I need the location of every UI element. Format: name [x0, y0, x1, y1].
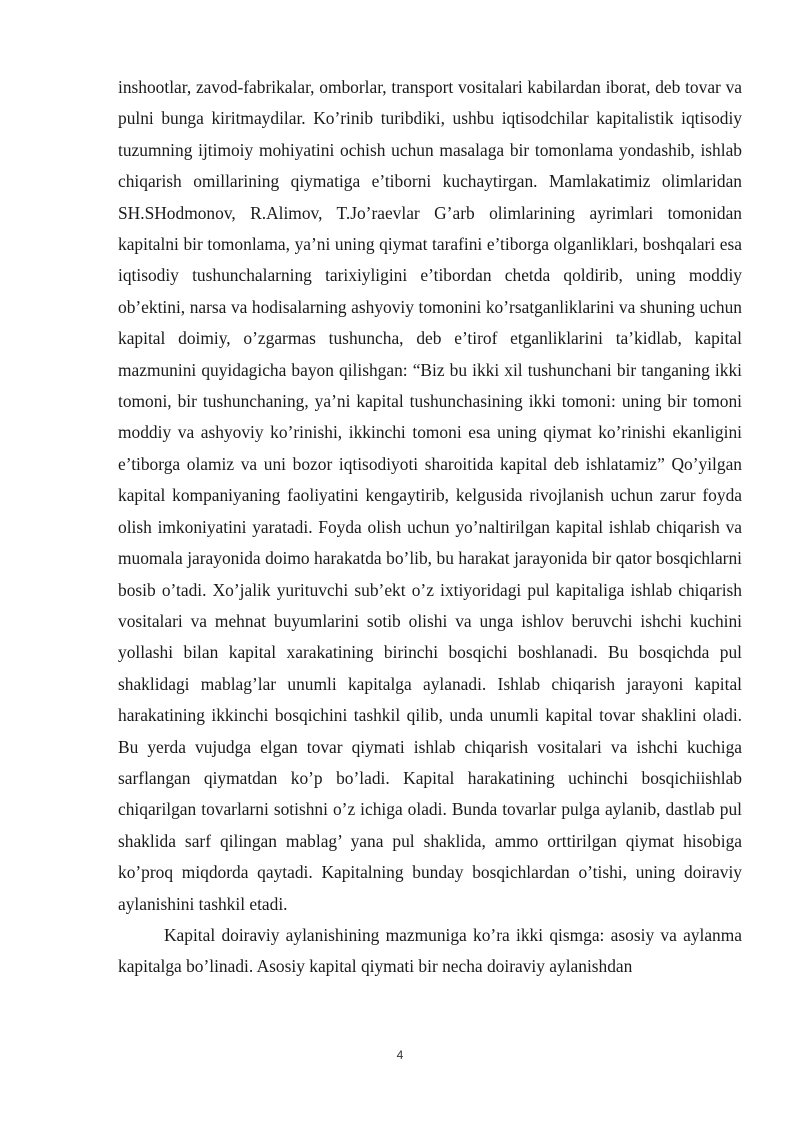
- body-paragraph-2: Kapital doiraviy aylanishining mazmuniga ko’ra ikki qismga: asosiy va aylanma kapitalga bo’linadi. Asosiy kapital qiymati bir necha doiraviy aylanishdan: [118, 924, 742, 977]
- page-number: 4: [396, 1048, 404, 1062]
- document-page: [118, 72, 742, 983]
- body-paragraph-1: inshootlar, zavod-fabrikalar, omborlar, transport vositalari kabilardan iborat, deb tovar va pulni bunga kiritmaydilar. Ko’rinib turibdiki, ushbu iqtisodchilar kapitalistik iqtisodiy tuzumning ijtimoiy mohiyatini ochish uchun masalaga bir tomonlama yondashib, ishlab chiqarish omillarining qiymatiga e’tiborni kuchaytirgan. Mamlakatimiz olimlaridan SH.SHodmonov, R.Alimov, T.Jo’raevlar G’arb olimlarining ayrimlari tomonidan kapitalni bir tomonlama, ya’ni uning qiymat tarafini e’tiborga olganliklari, boshqalari esa iqtisodiy tushunchalarning tarixiyligini e’tibordan chetda qoldirib, uning moddiy ob’ektini, narsa va hodisalarning ashyoviy tomonini ko’rsatganliklarini va shuning uchun kapital doimiy, o’zgarmas tushuncha, deb e’tirof etganliklarini ta’kidlab, kapital mazmunini quyidagicha bayon qilishgan: “Biz bu ikki xil tushunchani bir tanganing ikki tomoni, bir tushunchaning, ya’ni kapital tushunchasining ikki tomoni: uning bir tomoni moddiy va ashyoviy ko’rinishi, ikkinchi tomoni esa uning qiymat ko’rinishi ekanligini e’tiborga olamiz va uni bozor iqtisodiyoti sharoitida kapital deb ishlatamiz” Qo’yilgan kapital kompaniyaning faoliyatini kengaytirib, kelgusida rivojlanish uchun zarur foyda olish imkoniyatini yaratadi. Foyda olish uchun yo’naltirilgan kapital ishlab chiqarish va muomala jarayonida doimo harakatda bo’lib, bu harakat jarayonida bir qator bosqichlarni bosib o’tadi. Xo’jalik yurituvchi sub’ekt o’z ixtiyoridagi pul kapitaliga ishlab chiqarish vositalari va mehnat buyumlarini sotib olishi va unga ishlov beruvchi ishchi kuchini yollashi bilan kapital xarakatining birinchi bosqichi boshlanadi. Bu bosqichda pul shaklidagi mablag’lar unumli kapitalga aylanadi. Ishlab chiqarish jarayoni kapital harakatining ikkinchi bosqichini tashkil qilib, unda unumli kapital tovar shaklini oladi. Bu yerda vujudga elgan tovar qiymati ishlab chiqarish vositalari va ishchi kuchiga sarflangan qiymatdan ko’p bo’ladi. Kapital harakatining uchinchi bosqichiishlab chiqarilgan tovarlarni sotishni o’z ichiga oladi. Bunda tovarlar pulga aylanib, dastlab pul shaklida sarf qilingan mablag’ yana pul shaklida, ammo orttirilgan qiymat hisobiga ko’proq miqdorda qaytadi. Kapitalning bunday bosqichlardan o’tishi, uning doiraviy aylanishini tashkil etadi.: [118, 77, 742, 914]
